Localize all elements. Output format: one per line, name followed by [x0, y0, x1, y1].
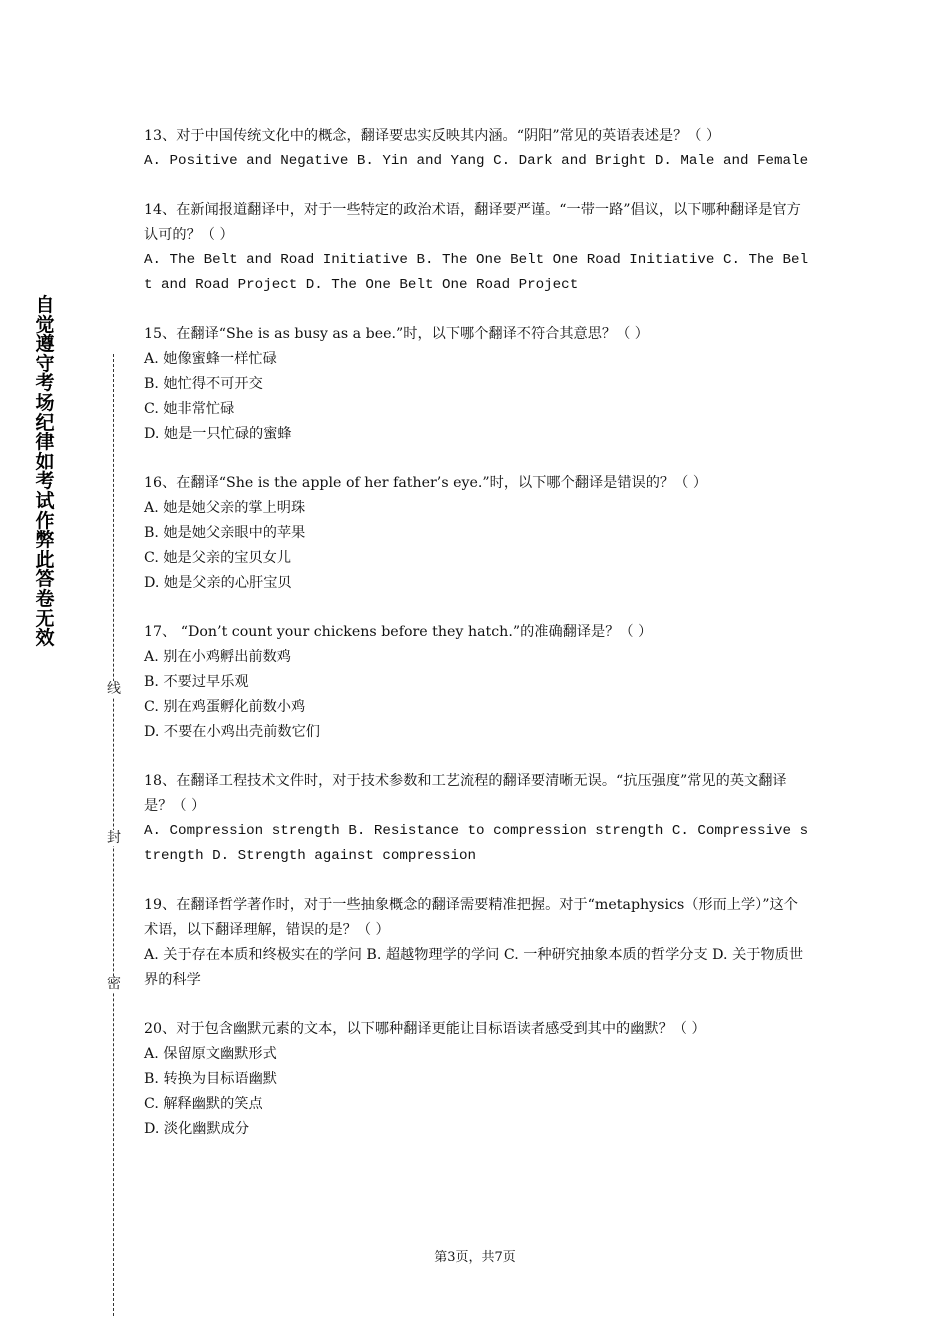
option-b: B. 转换为目标语幽默 — [144, 1071, 277, 1087]
question-stem: 19、在翻译哲学著作时，对于一些抽象概念的翻译需要精准把握。对于“metaphysics（形而上学）”这个术语，以下翻译理解，错误的是？（ ） — [144, 897, 798, 938]
option-c: C. 别在鸡蛋孵化前数小鸡 — [144, 699, 306, 715]
question-stem: 14、在新闻报道翻译中，对于一些特定的政治术语，翻译要严谨。“一带一路”倡议，以下哪种翻译是官方认可的？（ ） — [144, 202, 801, 243]
binding-seal-label: 封 — [107, 830, 121, 846]
option-a: A. 别在小鸡孵出前数鸡 — [144, 649, 291, 665]
question-19 — [144, 893, 810, 993]
option-a: A. 她像蜜蜂一样忙碌 — [144, 351, 277, 367]
question-stem: 17、 “Don’t count your chickens before they hatch.”的准确翻译是？（ ） — [144, 624, 653, 640]
question-list — [144, 124, 810, 1166]
question-14 — [144, 198, 810, 298]
question-20 — [144, 1017, 810, 1142]
option-b: B. 不要过早乐观 — [144, 674, 249, 690]
option-b: B. 她是她父亲眼中的苹果 — [144, 525, 306, 541]
option-c: C. 她非常忙碌 — [144, 401, 235, 417]
question-13 — [144, 124, 810, 174]
question-stem: 18、在翻译工程技术文件时，对于技术参数和工艺流程的翻译要清晰无误。“抗压强度”常见的英文翻译是？（ ） — [144, 773, 787, 814]
option-b: B. 她忙得不可开交 — [144, 376, 263, 392]
option-d: D. 她是父亲的心肝宝贝 — [144, 575, 292, 591]
question-15 — [144, 322, 810, 447]
question-stem: 16、在翻译“She is the apple of her father’s eye.”时，以下哪个翻译是错误的？（ ） — [144, 475, 708, 491]
question-stem: 15、在翻译“She is as busy as a bee.”时，以下哪个翻译不符合其意思？（ ） — [144, 326, 649, 342]
question-options: A. Compression strength B. Resistance to compression strength C. Compressive strength D. Strength against compression — [144, 823, 809, 864]
option-a: A. 她是她父亲的掌上明珠 — [144, 500, 306, 516]
exam-discipline-notice: 自觉遵守考场纪律如考试作弊此答卷无效 — [35, 294, 55, 650]
option-d: D. 她是一只忙碌的蜜蜂 — [144, 426, 292, 442]
question-17 — [144, 620, 810, 745]
binding-secret-label: 密 — [107, 976, 121, 992]
question-options: A. 关于存在本质和终极实在的学问 B. 超越物理学的学问 C. 一种研究抽象本质的哲学分支 D. 关于物质世界的科学 — [144, 947, 804, 988]
question-18 — [144, 769, 810, 869]
question-options: A. The Belt and Road Initiative B. The One Belt One Road Initiative C. The Belt and Road Project D. The One Belt One Road Project — [144, 252, 809, 293]
binding-line-label: 线 — [107, 681, 121, 697]
option-d: D. 淡化幽默成分 — [144, 1121, 250, 1137]
question-stem: 20、对于包含幽默元素的文本，以下哪种翻译更能让目标语读者感受到其中的幽默？（ ） — [144, 1021, 706, 1037]
option-c: C. 她是父亲的宝贝女儿 — [144, 550, 292, 566]
option-d: D. 不要在小鸡出壳前数它们 — [144, 724, 320, 740]
option-c: C. 解释幽默的笑点 — [144, 1096, 263, 1112]
page-number: 第3页，共7页 — [434, 1250, 516, 1265]
option-a: A. 保留原文幽默形式 — [144, 1046, 277, 1062]
question-stem: 13、对于中国传统文化中的概念，翻译要忠实反映其内涵。“阴阳”常见的英语表述是？（ ） — [144, 128, 721, 144]
question-16 — [144, 471, 810, 596]
question-options: A. Positive and Negative B. Yin and Yang C. Dark and Bright D. Male and Female — [144, 153, 809, 169]
